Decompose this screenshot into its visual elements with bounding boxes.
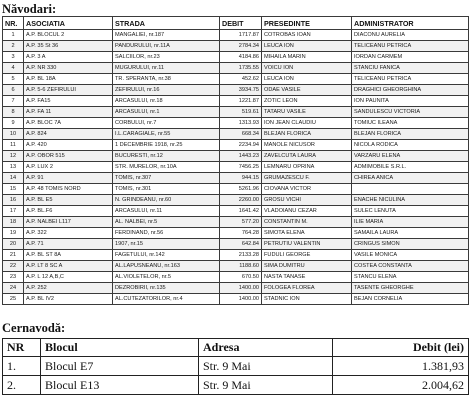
cernavoda-cell-nr: 2. <box>3 376 41 395</box>
navodari-cell-debit: 577.20 <box>220 217 262 228</box>
navodari-cell-debit: 1400.00 <box>220 294 262 305</box>
navodari-cell-asociatia: A.P. NR 330 <box>24 63 113 74</box>
navodari-cell-nr: 1 <box>3 30 24 41</box>
table-row <box>3 63 469 74</box>
navodari-cell-presedinte: LEUCA ION <box>262 74 352 85</box>
navodari-cell-nr: 15 <box>3 184 24 195</box>
navodari-cell-nr: 12 <box>3 151 24 162</box>
navodari-cell-administrator: BLEJAN FLORICA <box>352 129 469 140</box>
navodari-cell-administrator: VASILE MONICA <box>352 250 469 261</box>
navodari-cell-strada: CORBULUI, nr.7 <box>113 118 220 129</box>
navodari-col-header-asociatia: ASOCIATIA <box>24 17 113 30</box>
navodari-cell-administrator: VARZARU ELENA <box>352 151 469 162</box>
navodari-cell-administrator: DRAGHICI GHEORGHINA <box>352 85 469 96</box>
navodari-cell-asociatia: A.P. BL.F6 <box>24 206 113 217</box>
navodari-cell-administrator: SULEC LENUTA <box>352 206 469 217</box>
navodari-cell-presedinte: CONSTANTIN M. <box>262 217 352 228</box>
table-row <box>3 96 469 107</box>
navodari-cell-presedinte: NASTA TANASE <box>262 272 352 283</box>
navodari-cell-debit: 4184.86 <box>220 52 262 63</box>
navodari-cell-asociatia: A.P. FA 11 <box>24 107 113 118</box>
navodari-cell-administrator: STANCIU FANICA <box>352 63 469 74</box>
cernavoda-header-row <box>3 339 469 357</box>
navodari-cell-strada: TOMIS, nr.307 <box>113 173 220 184</box>
navodari-cell-administrator: SAMAILA LAURA <box>352 228 469 239</box>
navodari-cell-debit: 1400.00 <box>220 283 262 294</box>
navodari-cell-administrator: COSTEA CONSTANTA <box>352 261 469 272</box>
navodari-cell-strada: AL.VIOLETELOR, nr.5 <box>113 272 220 283</box>
navodari-cell-debit: 452.62 <box>220 74 262 85</box>
cernavoda-cell-debit-lei: 1.381,93 <box>333 357 469 376</box>
navodari-cell-nr: 25 <box>3 294 24 305</box>
navodari-cell-strada: TR. SPERANTA, nr.38 <box>113 74 220 85</box>
navodari-cell-asociatia: A.P. 71 <box>24 239 113 250</box>
navodari-cell-strada: MUGURULUI, nr.11 <box>113 63 220 74</box>
navodari-cell-administrator: ADMIMOBILE S.R.L. <box>352 162 469 173</box>
navodari-cell-presedinte: COTROBAS IOAN <box>262 30 352 41</box>
navodari-cell-administrator: TELICEANU PETRICA <box>352 41 469 52</box>
navodari-cell-debit: 1443.23 <box>220 151 262 162</box>
navodari-cell-strada: TOMIS, nr.301 <box>113 184 220 195</box>
navodari-cell-nr: 24 <box>3 283 24 294</box>
navodari-cell-asociatia: A.P. BL 18A <box>24 74 113 85</box>
navodari-cell-asociatia: A.P. 48 TOMIS NORD <box>24 184 113 195</box>
navodari-cell-strada: BUCURESTI, nr.12 <box>113 151 220 162</box>
navodari-col-header-presedinte: PRESEDINTE <box>262 17 352 30</box>
navodari-cell-strada: AL.LAPUSNEANU, nr.163 <box>113 261 220 272</box>
table-row <box>3 261 469 272</box>
navodari-cell-asociatia: A.P. BL IV2 <box>24 294 113 305</box>
navodari-cell-nr: 2 <box>3 41 24 52</box>
navodari-cell-nr: 4 <box>3 63 24 74</box>
navodari-cell-presedinte: ZAVELCUTA LAURA <box>262 151 352 162</box>
cernavoda-col-header-debit-lei: Debit (lei) <box>333 339 469 357</box>
navodari-cell-administrator: CRINGUS SIMON <box>352 239 469 250</box>
table-row <box>3 30 469 41</box>
navodari-cell-asociatia: A.P. 824 <box>24 129 113 140</box>
navodari-cell-strada: FERDINAND, nr.56 <box>113 228 220 239</box>
table-row <box>3 140 469 151</box>
cernavoda-col-header-adresa: Adresa <box>199 339 333 357</box>
navodari-cell-strada: 1907, nr.15 <box>113 239 220 250</box>
navodari-cell-presedinte: GRUMAZESCU F. <box>262 173 352 184</box>
navodari-cell-strada: DEZROBIRII, nr.135 <box>113 283 220 294</box>
navodari-table <box>2 16 469 305</box>
navodari-cell-asociatia: A.P. L 12 A,B,C <box>24 272 113 283</box>
navodari-cell-strada: MANGALIEI, nr.187 <box>113 30 220 41</box>
navodari-cell-asociatia: A.P. BLOC 7A <box>24 118 113 129</box>
table-row <box>3 206 469 217</box>
navodari-cell-nr: 10 <box>3 129 24 140</box>
navodari-cell-strada: AL. NALBEI, nr.5 <box>113 217 220 228</box>
navodari-cell-presedinte: VOICU ION <box>262 63 352 74</box>
navodari-cell-debit: 764.28 <box>220 228 262 239</box>
navodari-cell-debit: 1188.60 <box>220 261 262 272</box>
navodari-cell-debit: 1221.87 <box>220 96 262 107</box>
navodari-cell-presedinte: PETRUTIU VALENTIN <box>262 239 352 250</box>
navodari-cell-presedinte: LEMNARU OPRINA <box>262 162 352 173</box>
navodari-cell-debit: 5261.96 <box>220 184 262 195</box>
table-row <box>3 239 469 250</box>
table-row <box>3 85 469 96</box>
navodari-cell-asociatia: A.P. 91 <box>24 173 113 184</box>
navodari-cell-asociatia: A.P. 322 <box>24 228 113 239</box>
navodari-cell-strada: N. GRINDEANU, nr.60 <box>113 195 220 206</box>
navodari-cell-strada: PANDURULUI, nr.11A <box>113 41 220 52</box>
navodari-cell-presedinte: ODAE VASILE <box>262 85 352 96</box>
table-row <box>3 283 469 294</box>
table-row <box>3 162 469 173</box>
navodari-cell-presedinte: BLEJAN FLORICA <box>262 129 352 140</box>
navodari-cell-debit: 1735.55 <box>220 63 262 74</box>
navodari-cell-asociatia: A.P. 252 <box>24 283 113 294</box>
navodari-cell-nr: 18 <box>3 217 24 228</box>
navodari-cell-debit: 642.84 <box>220 239 262 250</box>
navodari-cell-nr: 23 <box>3 272 24 283</box>
navodari-cell-administrator: NICOLA RODICA <box>352 140 469 151</box>
navodari-cell-nr: 3 <box>3 52 24 63</box>
navodari-cell-asociatia: A.P. 420 <box>24 140 113 151</box>
cernavoda-cell-debit-lei: 2.004,62 <box>333 376 469 395</box>
table-row <box>3 294 469 305</box>
navodari-cell-presedinte: STADNIC ION <box>262 294 352 305</box>
navodari-cell-presedinte: LEUCA ION <box>262 41 352 52</box>
navodari-cell-presedinte: MIHAILA MARIN <box>262 52 352 63</box>
navodari-cell-nr: 9 <box>3 118 24 129</box>
navodari-cell-nr: 11 <box>3 140 24 151</box>
navodari-body <box>3 30 469 305</box>
table-row <box>3 129 469 140</box>
navodari-cell-administrator: ILIE MARIA <box>352 217 469 228</box>
navodari-cell-nr: 7 <box>3 96 24 107</box>
table-row <box>3 52 469 63</box>
navodari-cell-debit: 944.15 <box>220 173 262 184</box>
navodari-cell-debit: 1717.87 <box>220 30 262 41</box>
navodari-cell-asociatia: A.P. FA15 <box>24 96 113 107</box>
cernavoda-table <box>2 338 469 395</box>
navodari-cell-debit: 1641.42 <box>220 206 262 217</box>
navodari-cell-strada: SALCIILOR, nr.23 <box>113 52 220 63</box>
cernavoda-cell-adresa: Str. 9 Mai <box>199 376 333 395</box>
table-row <box>3 217 469 228</box>
navodari-cell-asociatia: A.P. BLOCUL 2 <box>24 30 113 41</box>
table-row <box>3 74 469 85</box>
navodari-cell-nr: 17 <box>3 206 24 217</box>
navodari-cell-asociatia: A.P. BL E5 <box>24 195 113 206</box>
navodari-cell-administrator: SANDULESCU VICTORIA <box>352 107 469 118</box>
table-row <box>3 357 469 376</box>
navodari-cell-strada: ARCASULUI, nr.18 <box>113 96 220 107</box>
navodari-cell-presedinte: SIMA DUMITRU <box>262 261 352 272</box>
navodari-cell-debit: 3934.75 <box>220 85 262 96</box>
navodari-cell-presedinte: SIMOTA ELENA <box>262 228 352 239</box>
navodari-cell-administrator: CHIREA ANICA <box>352 173 469 184</box>
navodari-cell-debit: 2234.94 <box>220 140 262 151</box>
cernavoda-col-header-nr: NR <box>3 339 41 357</box>
navodari-cell-strada: AL.CUTEZATORILOR, nr.4 <box>113 294 220 305</box>
navodari-cell-debit: 1313.93 <box>220 118 262 129</box>
cernavoda-body <box>3 357 469 395</box>
navodari-cell-nr: 16 <box>3 195 24 206</box>
navodari-cell-administrator <box>352 184 469 195</box>
table-row <box>3 173 469 184</box>
navodari-col-header-strada: STRADA <box>113 17 220 30</box>
table-row <box>3 272 469 283</box>
navodari-cell-strada: ZEFIRULUI, nr.16 <box>113 85 220 96</box>
navodari-cell-nr: 13 <box>3 162 24 173</box>
navodari-cell-nr: 6 <box>3 85 24 96</box>
navodari-header-row <box>3 17 469 30</box>
navodari-cell-asociatia: A.P. LT 8 SC A <box>24 261 113 272</box>
navodari-cell-presedinte: TATARU VASILE <box>262 107 352 118</box>
navodari-cell-administrator: TOMIUC ILEANA <box>352 118 469 129</box>
navodari-cell-debit: 670.50 <box>220 272 262 283</box>
navodari-cell-nr: 20 <box>3 239 24 250</box>
navodari-cell-nr: 22 <box>3 261 24 272</box>
navodari-cell-debit: 2133.28 <box>220 250 262 261</box>
navodari-cell-administrator: TELICEANU PETRICA <box>352 74 469 85</box>
navodari-heading: Năvodari: <box>2 2 57 16</box>
navodari-cell-nr: 19 <box>3 228 24 239</box>
navodari-cell-administrator: TASENTE GHEORGHE <box>352 283 469 294</box>
cernavoda-cell-adresa: Str. 9 Mai <box>199 357 333 376</box>
cernavoda-col-header-blocul: Blocul <box>41 339 199 357</box>
table-row <box>3 184 469 195</box>
navodari-cell-administrator: STANCU ELENA <box>352 272 469 283</box>
navodari-col-header-administrator: ADMINISTRATOR <box>352 17 469 30</box>
navodari-cell-presedinte: MANOLE NICUSOR <box>262 140 352 151</box>
navodari-cell-debit: 7456.25 <box>220 162 262 173</box>
navodari-cell-strada: STR. MURELOR, nr.10A <box>113 162 220 173</box>
navodari-cell-administrator: IORDAN CARMEM <box>352 52 469 63</box>
navodari-cell-asociatia: A.P. 3 A <box>24 52 113 63</box>
navodari-cell-administrator: ION PAUNITA <box>352 96 469 107</box>
table-row <box>3 195 469 206</box>
navodari-cell-presedinte: VLADOIANU CEZAR <box>262 206 352 217</box>
cernavoda-cell-nr: 1. <box>3 357 41 376</box>
table-row <box>3 250 469 261</box>
navodari-cell-administrator: BEJAN CORNELIA <box>352 294 469 305</box>
navodari-cell-nr: 5 <box>3 74 24 85</box>
table-row <box>3 151 469 162</box>
navodari-cell-debit: 668.34 <box>220 129 262 140</box>
navodari-cell-asociatia: A.P. 5-6 ZEFIRULUI <box>24 85 113 96</box>
navodari-cell-strada: FAGETULUI, nr.142 <box>113 250 220 261</box>
navodari-cell-administrator: ENACHE NICULINA <box>352 195 469 206</box>
navodari-cell-presedinte: ION JEAN CLAUDIU <box>262 118 352 129</box>
navodari-cell-debit: 2784.34 <box>220 41 262 52</box>
table-row <box>3 41 469 52</box>
cernavoda-cell-blocul: Blocul E13 <box>41 376 199 395</box>
navodari-cell-presedinte: FOLOGEA FLOREA <box>262 283 352 294</box>
table-row <box>3 107 469 118</box>
navodari-cell-asociatia: A.P. BL ST 8A <box>24 250 113 261</box>
table-row <box>3 118 469 129</box>
navodari-cell-asociatia: A.P. OBOR 515 <box>24 151 113 162</box>
navodari-cell-debit: 2260.00 <box>220 195 262 206</box>
cernavoda-cell-blocul: Blocul E7 <box>41 357 199 376</box>
navodari-cell-asociatia: A.P. NALBEI L117 <box>24 217 113 228</box>
navodari-cell-nr: 8 <box>3 107 24 118</box>
table-row <box>3 376 469 395</box>
navodari-cell-presedinte: ZOTIC LEON <box>262 96 352 107</box>
navodari-cell-strada: 1 DECEMBRIE 1918, nr.25 <box>113 140 220 151</box>
navodari-col-header-nr: NR. <box>3 17 24 30</box>
navodari-cell-nr: 21 <box>3 250 24 261</box>
navodari-cell-asociatia: A.P. LUX 2 <box>24 162 113 173</box>
navodari-cell-nr: 14 <box>3 173 24 184</box>
navodari-cell-administrator: DIACONU AURELIA <box>352 30 469 41</box>
navodari-cell-presedinte: CIOVANA VICTOR <box>262 184 352 195</box>
navodari-cell-debit: 519.61 <box>220 107 262 118</box>
navodari-cell-presedinte: FUDULI GEORGE <box>262 250 352 261</box>
navodari-cell-asociatia: A.P. 35 St 36 <box>24 41 113 52</box>
cernavoda-heading: Cernavodă: <box>2 321 66 335</box>
table-row <box>3 228 469 239</box>
navodari-cell-strada: ARCASULUI, nr.1 <box>113 107 220 118</box>
navodari-cell-presedinte: GROSU VICHI <box>262 195 352 206</box>
navodari-col-header-debit: DEBIT <box>220 17 262 30</box>
navodari-cell-strada: I.L.CARAGIALE, nr.55 <box>113 129 220 140</box>
navodari-cell-strada: ARCASULUI, nr.11 <box>113 206 220 217</box>
